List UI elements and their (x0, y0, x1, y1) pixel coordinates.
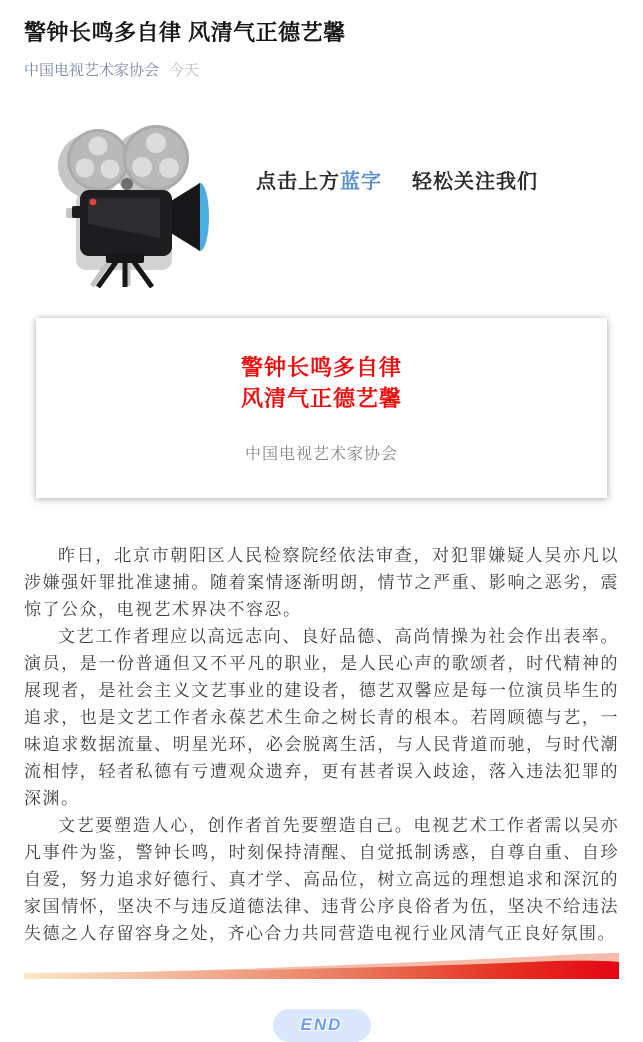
follow-banner (24, 120, 619, 288)
end-badge (273, 1009, 371, 1042)
byline (24, 59, 619, 80)
quote-line-1: 警钟长鸣多自律 (240, 355, 402, 381)
end-label: END (300, 1015, 343, 1035)
red-swoosh-divider (24, 953, 619, 979)
follow-prompt-suffix: 轻松关注我们 (412, 171, 538, 194)
paragraph-2: 文艺工作者理应以高远志向、良好品德、高尚情操为社会作出表率。演员，是一份普通但又不平凡的职业，是人民心声的歌颂者，时代精神的展现者，是社会主义文艺事业的建设者，德艺双馨应是每一位演员毕生的追求，也是文艺工作者永葆艺术生命之树长青的根本。若罔顾德与艺，一味追求数据流量、明星光环，必会脱离生活，与人民背道而驰，与时代潮流相悖，轻者私德有亏遭观众遗弃，更有甚者误入歧途，落入违法犯罪的深渊。 (24, 626, 619, 808)
article-body (24, 542, 619, 947)
article-title: 警钟长鸣多自律 风清气正德艺馨 (24, 20, 346, 45)
paragraph-1: 昨日，北京市朝阳区人民检察院经依法审查，对犯罪嫌疑人吴亦凡以涉嫌强奸罪批准逮捕。随着案情逐渐明朗，情节之严重、影响之恶劣，震惊了公众，电视艺术界决不容忍。 (24, 545, 619, 619)
paragraph-3: 文艺要塑造人心，创作者首先要塑造自己。电视艺术工作者需以吴亦凡事件为鉴，警钟长鸣，时刻保持清醒、自觉抵制诱惑，自尊自重、自珍自爱，努力追求好德行、真才学、高品位，树立高远的理想追求和深沉的家国情怀，坚决不与违反道德法律、违背公序良俗者为伍，坚决不给违法失德之人存留容身之处，齐心合力共同营造电视行业风清气正良好氛围。 (24, 815, 619, 943)
quote-card (36, 318, 607, 498)
quote-subtitle: 中国电视艺术家协会 (244, 445, 398, 463)
end-row (24, 1009, 619, 1042)
follow-prompt-prefix: 点击上方 (256, 171, 340, 194)
account-name[interactable]: 中国电视艺术家协会 (24, 61, 160, 79)
follow-prompt-blue-word: 蓝字 (340, 171, 382, 194)
publish-date: 今天 (169, 61, 200, 79)
follow-prompt (256, 165, 538, 194)
quote-line-2: 风清气正德艺馨 (240, 386, 402, 412)
film-projector-icon (48, 120, 220, 288)
